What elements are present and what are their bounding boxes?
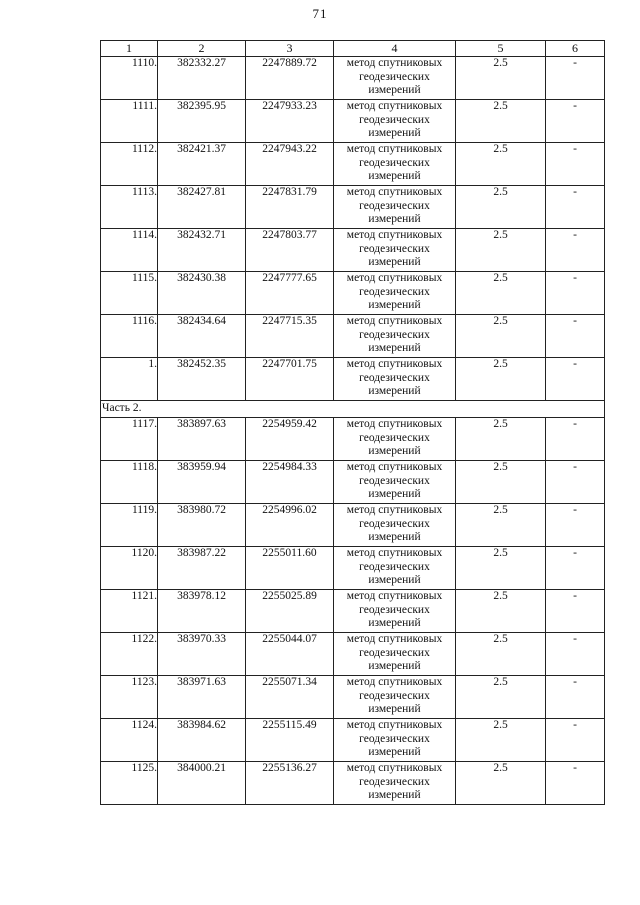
- point-number-cell: 1113.: [101, 186, 158, 229]
- x-coordinate-cell: 383971.63: [158, 676, 246, 719]
- x-coordinate-cell: 382432.71: [158, 229, 246, 272]
- y-coordinate-cell: 2247715.35: [246, 315, 334, 358]
- table-row: [101, 762, 605, 805]
- header-col-5: 5: [456, 41, 546, 57]
- x-coordinate-cell: 383987.22: [158, 547, 246, 590]
- table-row: [101, 358, 605, 401]
- table-row: [101, 143, 605, 186]
- method-cell: метод спутниковых геодезических измерений: [334, 186, 456, 229]
- extra-cell: -: [546, 143, 605, 186]
- section-label: Часть 2.: [101, 401, 605, 418]
- method-cell: метод спутниковых геодезических измерений: [334, 358, 456, 401]
- x-coordinate-cell: 383970.33: [158, 633, 246, 676]
- point-number-cell: 1122.: [101, 633, 158, 676]
- method-cell: метод спутниковых геодезических измерений: [334, 590, 456, 633]
- table-body: [101, 57, 605, 805]
- method-cell: метод спутниковых геодезических измерений: [334, 143, 456, 186]
- accuracy-cell: 2.5: [456, 461, 546, 504]
- y-coordinate-cell: 2255011.60: [246, 547, 334, 590]
- method-cell: метод спутниковых геодезических измерений: [334, 676, 456, 719]
- method-cell: метод спутниковых геодезических измерений: [334, 547, 456, 590]
- y-coordinate-cell: 2255044.07: [246, 633, 334, 676]
- accuracy-cell: 2.5: [456, 633, 546, 676]
- x-coordinate-cell: 383980.72: [158, 504, 246, 547]
- accuracy-cell: 2.5: [456, 229, 546, 272]
- method-cell: метод спутниковых геодезических измерений: [334, 418, 456, 461]
- extra-cell: -: [546, 633, 605, 676]
- table-row: [101, 229, 605, 272]
- method-cell: метод спутниковых геодезических измерений: [334, 504, 456, 547]
- accuracy-cell: 2.5: [456, 719, 546, 762]
- accuracy-cell: 2.5: [456, 57, 546, 100]
- x-coordinate-cell: 382395.95: [158, 100, 246, 143]
- y-coordinate-cell: 2247933.23: [246, 100, 334, 143]
- y-coordinate-cell: 2255025.89: [246, 590, 334, 633]
- y-coordinate-cell: 2255071.34: [246, 676, 334, 719]
- coordinates-table: [100, 40, 605, 805]
- x-coordinate-cell: 382427.81: [158, 186, 246, 229]
- accuracy-cell: 2.5: [456, 100, 546, 143]
- table-row: [101, 186, 605, 229]
- extra-cell: -: [546, 315, 605, 358]
- point-number-cell: 1110.: [101, 57, 158, 100]
- extra-cell: -: [546, 461, 605, 504]
- table-row: [101, 547, 605, 590]
- extra-cell: -: [546, 719, 605, 762]
- accuracy-cell: 2.5: [456, 315, 546, 358]
- x-coordinate-cell: 382434.64: [158, 315, 246, 358]
- table-row: [101, 719, 605, 762]
- method-cell: метод спутниковых геодезических измерений: [334, 633, 456, 676]
- extra-cell: -: [546, 547, 605, 590]
- accuracy-cell: 2.5: [456, 547, 546, 590]
- method-cell: метод спутниковых геодезических измерений: [334, 461, 456, 504]
- point-number-cell: 1118.: [101, 461, 158, 504]
- accuracy-cell: 2.5: [456, 358, 546, 401]
- table-row: [101, 633, 605, 676]
- method-cell: метод спутниковых геодезических измерений: [334, 315, 456, 358]
- point-number-cell: 1125.: [101, 762, 158, 805]
- x-coordinate-cell: 383978.12: [158, 590, 246, 633]
- header-col-3: 3: [246, 41, 334, 57]
- accuracy-cell: 2.5: [456, 762, 546, 805]
- x-coordinate-cell: 384000.21: [158, 762, 246, 805]
- y-coordinate-cell: 2254959.42: [246, 418, 334, 461]
- point-number-cell: 1120.: [101, 547, 158, 590]
- accuracy-cell: 2.5: [456, 186, 546, 229]
- header-col-6: 6: [546, 41, 605, 57]
- extra-cell: -: [546, 504, 605, 547]
- point-number-cell: 1116.: [101, 315, 158, 358]
- y-coordinate-cell: 2247943.22: [246, 143, 334, 186]
- header-col-4: 4: [334, 41, 456, 57]
- x-coordinate-cell: 383984.62: [158, 719, 246, 762]
- method-cell: метод спутниковых геодезических измерений: [334, 57, 456, 100]
- point-number-cell: 1123.: [101, 676, 158, 719]
- point-number-cell: 1117.: [101, 418, 158, 461]
- x-coordinate-cell: 382452.35: [158, 358, 246, 401]
- y-coordinate-cell: 2247803.77: [246, 229, 334, 272]
- extra-cell: -: [546, 590, 605, 633]
- accuracy-cell: 2.5: [456, 272, 546, 315]
- y-coordinate-cell: 2255115.49: [246, 719, 334, 762]
- y-coordinate-cell: 2254984.33: [246, 461, 334, 504]
- point-number-cell: 1112.: [101, 143, 158, 186]
- extra-cell: -: [546, 229, 605, 272]
- y-coordinate-cell: 2254996.02: [246, 504, 334, 547]
- table-row: [101, 676, 605, 719]
- method-cell: метод спутниковых геодезических измерений: [334, 719, 456, 762]
- point-number-cell: 1124.: [101, 719, 158, 762]
- y-coordinate-cell: 2247701.75: [246, 358, 334, 401]
- x-coordinate-cell: 382332.27: [158, 57, 246, 100]
- x-coordinate-cell: 383959.94: [158, 461, 246, 504]
- accuracy-cell: 2.5: [456, 418, 546, 461]
- point-number-cell: 1119.: [101, 504, 158, 547]
- y-coordinate-cell: 2247777.65: [246, 272, 334, 315]
- x-coordinate-cell: 383897.63: [158, 418, 246, 461]
- extra-cell: -: [546, 358, 605, 401]
- header-col-2: 2: [158, 41, 246, 57]
- table-row: [101, 315, 605, 358]
- point-number-cell: 1121.: [101, 590, 158, 633]
- method-cell: метод спутниковых геодезических измерений: [334, 272, 456, 315]
- extra-cell: -: [546, 186, 605, 229]
- point-number-cell: 1111.: [101, 100, 158, 143]
- extra-cell: -: [546, 272, 605, 315]
- accuracy-cell: 2.5: [456, 676, 546, 719]
- x-coordinate-cell: 382421.37: [158, 143, 246, 186]
- accuracy-cell: 2.5: [456, 143, 546, 186]
- table-row: [101, 418, 605, 461]
- point-number-cell: 1115.: [101, 272, 158, 315]
- table-row: [101, 504, 605, 547]
- table-row: [101, 57, 605, 100]
- page-number: 71: [312, 6, 328, 21]
- accuracy-cell: 2.5: [456, 590, 546, 633]
- y-coordinate-cell: 2247831.79: [246, 186, 334, 229]
- table-row: [101, 590, 605, 633]
- extra-cell: -: [546, 762, 605, 805]
- header-col-1: 1: [101, 41, 158, 57]
- x-coordinate-cell: 382430.38: [158, 272, 246, 315]
- extra-cell: -: [546, 676, 605, 719]
- table-row: [101, 461, 605, 504]
- section-row: [101, 401, 605, 418]
- method-cell: метод спутниковых геодезических измерений: [334, 100, 456, 143]
- extra-cell: -: [546, 418, 605, 461]
- extra-cell: -: [546, 100, 605, 143]
- table-header: [101, 41, 605, 57]
- header-row: [101, 41, 605, 57]
- table-row: [101, 100, 605, 143]
- method-cell: метод спутниковых геодезических измерений: [334, 229, 456, 272]
- y-coordinate-cell: 2247889.72: [246, 57, 334, 100]
- table-row: [101, 272, 605, 315]
- y-coordinate-cell: 2255136.27: [246, 762, 334, 805]
- accuracy-cell: 2.5: [456, 504, 546, 547]
- method-cell: метод спутниковых геодезических измерений: [334, 762, 456, 805]
- point-number-cell: 1.: [101, 358, 158, 401]
- point-number-cell: 1114.: [101, 229, 158, 272]
- extra-cell: -: [546, 57, 605, 100]
